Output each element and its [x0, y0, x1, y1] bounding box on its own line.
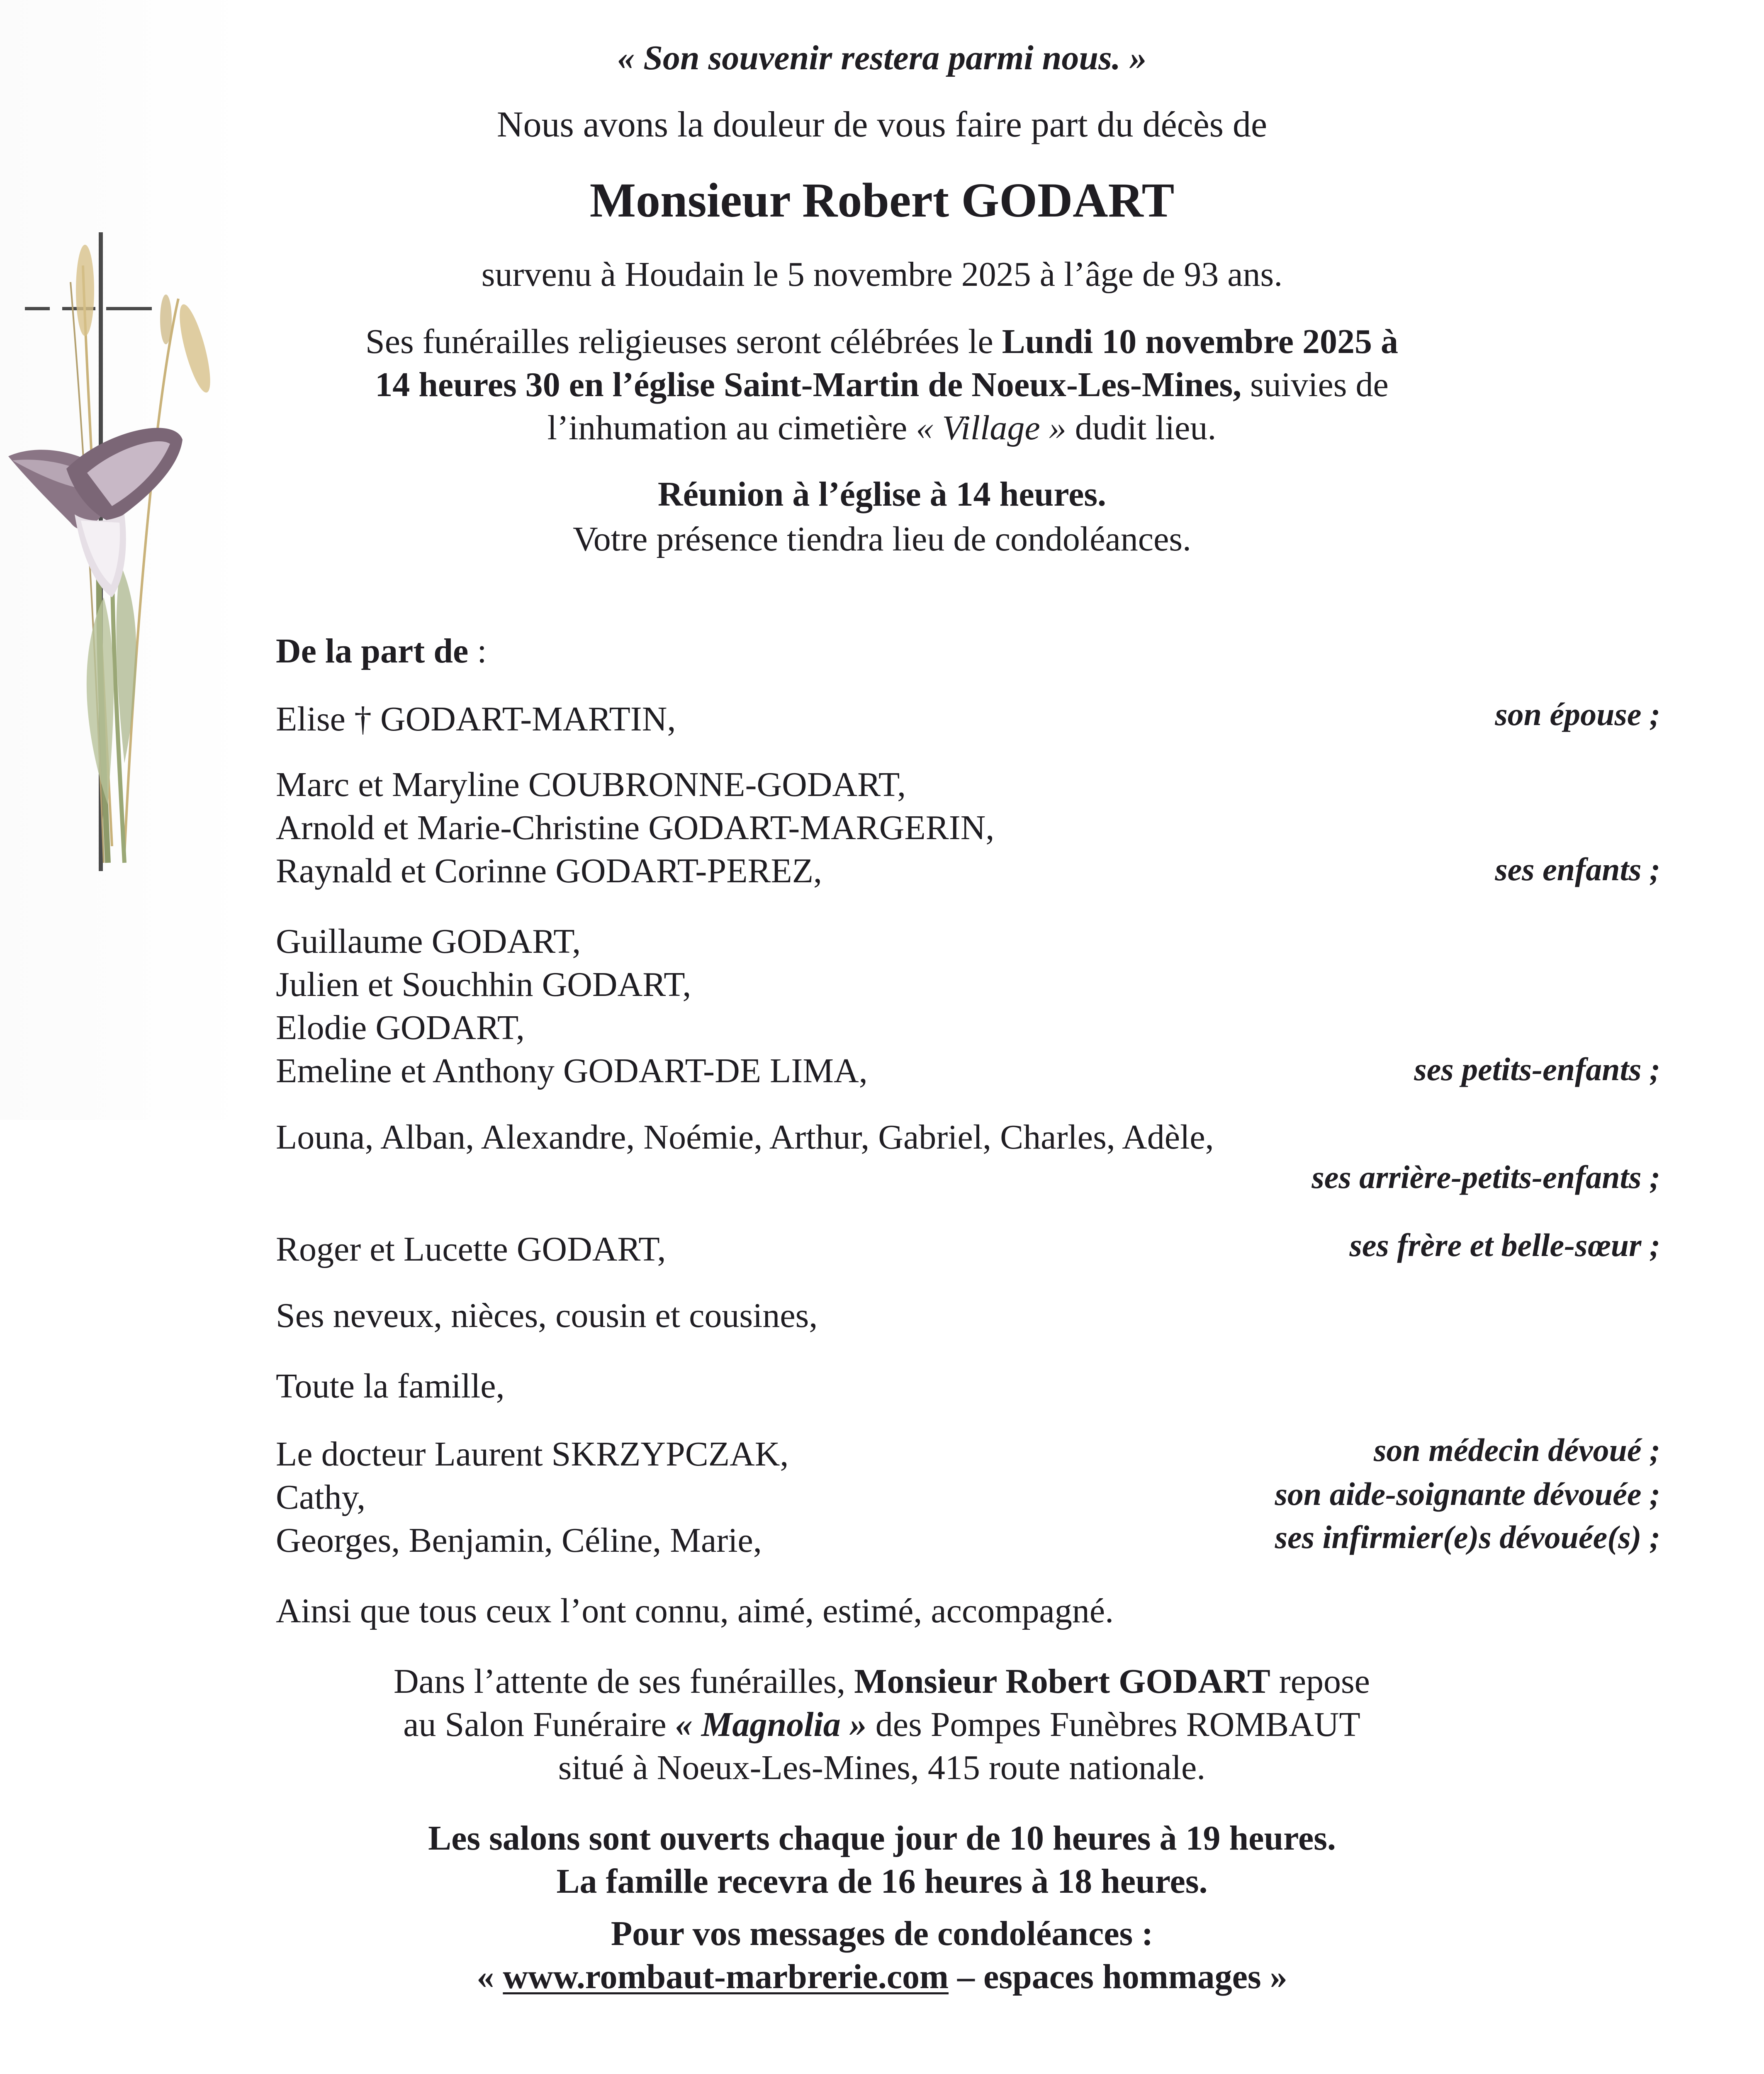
family-name: Le docteur Laurent SKRZYPCZAK,	[276, 1435, 789, 1473]
family-relation: son épouse ;	[1495, 696, 1660, 732]
family-name: Elise † GODART-MARTIN,	[276, 700, 676, 738]
rest-text-2: repose	[1270, 1662, 1370, 1701]
salon-hours: Les salons sont ouverts chaque jour de 10 heures à 19 heures.	[428, 1819, 1336, 1857]
family-name: Emeline et Anthony GODART-DE LIMA,	[276, 1052, 868, 1090]
family-name: Arnold et Marie-Christine GODART-MARGERIN,	[276, 808, 995, 847]
funeral-date: Lundi 10 novembre 2025 à	[1002, 322, 1398, 361]
funeral-text-3: l’inhumation au cimetière	[547, 409, 916, 447]
deceased-name: Monsieur Robert GODART	[589, 173, 1175, 227]
from-heading: De la part de :	[276, 632, 487, 670]
family-relation: ses petits-enfants ;	[1414, 1051, 1660, 1087]
funeral-time-place: 14 heures 30 en l’église Saint-Martin de Noeux-Les-Mines,	[375, 365, 1242, 404]
family-name: Marc et Maryline COUBRONNE-GODART,	[276, 765, 906, 804]
cemetery-name: « Village »	[916, 409, 1066, 447]
family-relation: son aide-soignante dévouée ;	[1275, 1476, 1660, 1512]
announcement: Nous avons la douleur de vous faire part du décès de	[496, 105, 1268, 145]
funeral-text-2: suivies de	[1241, 365, 1389, 404]
family-name: Guillaume GODART,	[276, 922, 581, 961]
salon-name: « Magnolia »	[675, 1705, 867, 1744]
epigraph: « Son souvenir restera parmi nous. »	[617, 39, 1147, 77]
rest-text-5: situé à Noeux-Les-Mines, 415 route nationale.	[558, 1748, 1206, 1787]
family-relation: ses arrière-petits-enfants ;	[1311, 1159, 1660, 1195]
family-hours: La famille recevra de 16 heures à 18 heures.	[556, 1862, 1208, 1901]
family-name: Cathy,	[276, 1478, 366, 1517]
family-relation: ses frère et belle-sœur ;	[1349, 1227, 1660, 1263]
funeral-paragraph	[197, 320, 1566, 450]
family-name: Georges, Benjamin, Céline, Marie,	[276, 1521, 762, 1560]
family-name: Toute la famille,	[276, 1367, 505, 1405]
death-info: survenu à Houdain le 5 novembre 2025 à l’âge de 93 ans.	[481, 255, 1283, 294]
family-name: Raynald et Corinne GODART-PEREZ,	[276, 852, 822, 890]
messages-heading: Pour vos messages de condoléances :	[611, 1914, 1153, 1953]
funeral-text-1: Ses funérailles religieuses seront célébrées le	[365, 322, 1002, 361]
meeting-info: Réunion à l’église à 14 heures.	[657, 475, 1107, 514]
family-name: Elodie GODART,	[276, 1008, 525, 1047]
family-name: Julien et Souchhin GODART,	[276, 965, 691, 1004]
family-name: Louna, Alban, Alexandre, Noémie, Arthur, Gabriel, Charles, Adèle,	[276, 1118, 1214, 1156]
presence-info: Votre présence tiendra lieu de condoléances.	[572, 520, 1192, 558]
rest-text-4: des Pompes Funèbres ROMBAUT	[866, 1705, 1360, 1744]
website-link[interactable]: www.rombaut-marbrerie.com	[503, 1957, 949, 1996]
funeral-text-4: dudit lieu.	[1066, 409, 1217, 447]
rest-text-3: au Salon Funéraire	[403, 1705, 675, 1744]
family-relation: son médecin dévoué ;	[1373, 1432, 1660, 1468]
rest-paragraph	[197, 1660, 1566, 1789]
family-name: Ses neveux, nièces, cousin et cousines,	[276, 1296, 818, 1335]
family-name: Roger et Lucette GODART,	[276, 1230, 666, 1268]
rest-name: Monsieur Robert GODART	[854, 1662, 1270, 1701]
family-relation: ses enfants ;	[1495, 851, 1660, 887]
rest-text-1: Dans l’attente de ses funérailles,	[394, 1662, 854, 1701]
family-relation: ses infirmier(e)s dévouée(s) ;	[1275, 1519, 1660, 1555]
family-name: Ainsi que tous ceux l’ont connu, aimé, estimé, accompagné.	[276, 1592, 1114, 1630]
messages-link-line: « www.rombaut-marbrerie.com – espaces hommages »	[477, 1957, 1287, 1996]
